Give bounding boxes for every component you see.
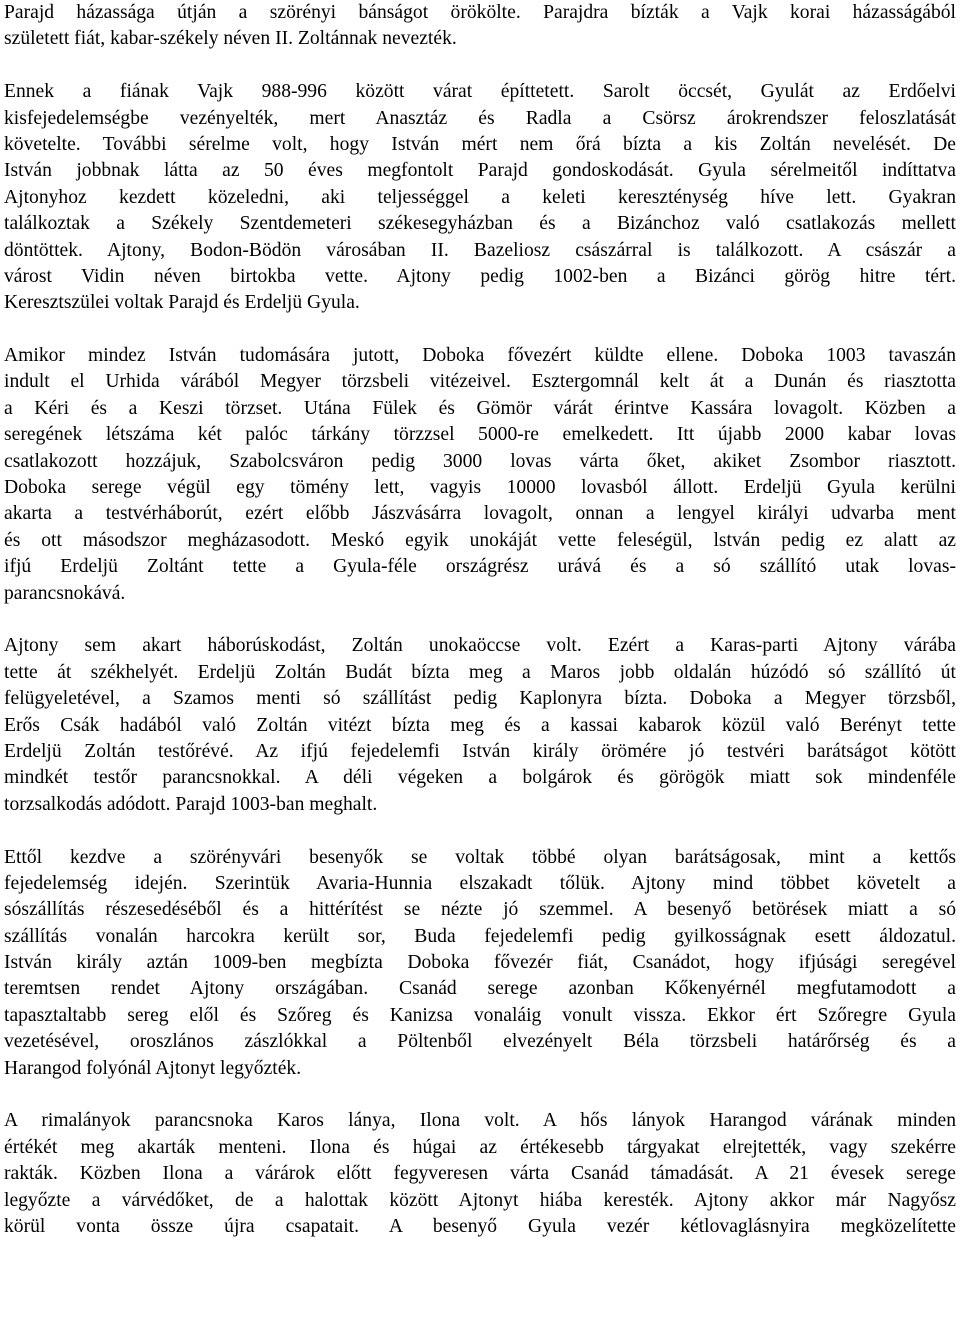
text-line: várost Vidin néven birtokba vette. Ajtony pedig 1002-ben a Bizánci görög hitre tért.	[4, 265, 956, 287]
text-line: torzsalkodás adódott. Parajd 1003-ban meghalt.	[4, 793, 378, 815]
paragraph-2	[4, 79, 956, 317]
paragraph-4	[4, 633, 956, 818]
text-line: teremtsen rendet Ajtony országában. Csanád serege azonban Kőkenyérnél megfutamodott a	[4, 978, 956, 1000]
paragraph-3	[4, 343, 956, 607]
text-line: vezetésével, oroszlános zászlókkal a Pöltenből elvezényelt Béla törzsbeli határőrség és a	[4, 1031, 956, 1053]
text-line: kisfejedelemségbe vezényelték, mert Anasztáz és Radla a Csörsz árokrendszer feloszlatását	[4, 107, 956, 129]
text-line: mindkét testőr parancsnokkal. A déli végeken a bolgárok és görögök miatt sok mindenféle	[4, 767, 956, 789]
text-line: Harangod folyónál Ajtonyt legyőzték.	[4, 1057, 302, 1079]
text-line: sószállítás részesedéséből és a hittérítést se nézte jó szemmel. A besenyő betörések miatt a só	[4, 899, 956, 921]
text-line: követelte. További sérelme volt, hogy István mért nem őrá bízta a kis Zoltán nevelését. De	[4, 133, 956, 155]
text-line: István király aztán 1009-ben megbízta Doboka fővezér fiát, Csanádot, hogy ifjúsági seregével	[4, 952, 956, 974]
text-line: rakták. Közben Ilona a várárok előtt fegyveresen várta Csanád támadását. A 21 évesek serege	[4, 1163, 956, 1185]
paragraph-spacer	[4, 317, 956, 343]
text-line: parancsnokává.	[4, 582, 126, 604]
text-line: Ettől kezdve a szörényvári besenyők se voltak többé olyan barátságosak, mint a kettős	[4, 846, 956, 868]
text-line: csatlakozott hozzájuk, Szabolcsváron pedig 3000 lovas várta őket, akiket Zsombor riasztott.	[4, 450, 956, 472]
text-line: akarta a testvérháborút, ezért előbb Jászvásárra lovagolt, onnan a lengyel királyi udvarba ment	[4, 503, 956, 525]
document-page	[4, 0, 956, 1240]
text-line: körül vonta össze újra csapatait. A besenyő Gyula vezér kétlovaglásnyira megközelítette	[4, 1215, 956, 1237]
paragraph-6	[4, 1108, 956, 1240]
text-line: István jobbnak látta az 50 éves megfontolt Parajd gondoskodását. Gyula sérelmeitől indíttatva	[4, 160, 956, 182]
text-line: Parajd házassága útján a szörényi bánságot örökölte. Parajdra bízták a Vajk korai házasságából	[4, 2, 956, 23]
text-line: találkoztak a Székely Szentdemeteri székesegyházban és a Bizánchoz való csatlakozás mellett	[4, 213, 956, 235]
paragraph-1	[4, 0, 956, 53]
text-line: felügyeletével, a Szamos menti só szállítást pedig Kaplonyra bízta. Doboka a Megyer törzsből,	[4, 688, 956, 710]
text-line: indult el Urhida várából Megyer törzsbeli vitézeivel. Esztergomnál kelt át a Dunán és riasztotta	[4, 371, 956, 393]
text-line: legyőzte a várvédőket, de a halottak között Ajtonyt hiába keresték. Ajtony akkor már Nagyősz	[4, 1189, 956, 1211]
text-line: értékét meg akarták menteni. Ilona és húgai az értékesebb tárgyakat elrejtették, vagy szekérre	[4, 1136, 956, 1158]
text-line: A rimalányok parancsnoka Karos lánya, Ilona volt. A hős lányok Harangod várának minden	[4, 1110, 956, 1132]
text-line: szállítás vonalán harcokra került sor, Buda fejedelemfi pedig gyilkosságnak esett áldozatul.	[4, 925, 956, 947]
paragraph-spacer	[4, 1082, 956, 1108]
text-line: tette át székhelyét. Erdeljü Zoltán Budát bízta meg a Maros jobb oldalán húzódó só szállító út	[4, 661, 956, 683]
text-line: Keresztszülei voltak Parajd és Erdeljü Gyula.	[4, 292, 360, 314]
text-line: Erdeljü Zoltán testőrévé. Az ifjú fejedelemfi István király örömére jó testvéri barátságot kötött	[4, 740, 956, 762]
text-line: ifjú Erdeljü Zoltánt tette a Gyula-féle országrész urává és a só szállító utak lovas-	[4, 556, 956, 578]
text-line: Erős Csák hadából való Zoltán vitézt bízta meg és a kassai kabarok közül való Berényt tette	[4, 714, 956, 736]
paragraph-spacer	[4, 818, 956, 844]
text-line: Doboka serege végül egy tömény lett, vagyis 10000 lovasból állott. Erdeljü Gyula kerülni	[4, 477, 956, 499]
paragraph-spacer	[4, 607, 956, 633]
text-line: született fiát, kabar-székely néven II. Zoltánnak nevezték.	[4, 28, 457, 50]
text-line: a Kéri és a Keszi törzset. Utána Fülek és Gömör várát érintve Kassára lovagolt. Közben a	[4, 397, 956, 419]
text-line: tapasztaltabb sereg elől és Szőreg és Kanizsa vonaláig vonult vissza. Ekkor ért Szőregre Gyula	[4, 1004, 956, 1026]
text-line: Ajtony sem akart háborúskodást, Zoltán unokaöccse volt. Ezért a Karas-parti Ajtony várába	[4, 635, 956, 657]
text-line: Ennek a fiának Vajk 988-996 között várat építtetett. Sarolt öccsét, Gyulát az Erdőelvi	[4, 81, 956, 103]
paragraph-5	[4, 845, 956, 1083]
text-line: Amikor mindez István tudomására jutott, Doboka fővezért küldte ellene. Doboka 1003 tavaszán	[4, 345, 956, 367]
text-line: Ajtonyhoz kezdett közeledni, aki teljességgel a keleti kereszténység híve lett. Gyakran	[4, 186, 956, 208]
text-line: seregének létszáma két palóc tárkány törzzsel 5000-re emelkedett. Itt újabb 2000 kabar lovas	[4, 424, 956, 446]
text-line: döntöttek. Ajtony, Bodon-Bödön városában II. Bazeliosz császárral is találkozott. A császár a	[4, 239, 956, 261]
paragraph-spacer	[4, 53, 956, 79]
text-line: fejedelemség idején. Szerintük Avaria-Hunnia elszakadt tőlük. Ajtony mind többet követelt a	[4, 872, 956, 894]
text-line: és ott másodszor megházasodott. Meskó egyik unokáját vette feleségül, lstván pedig ez alatt az	[4, 529, 956, 551]
